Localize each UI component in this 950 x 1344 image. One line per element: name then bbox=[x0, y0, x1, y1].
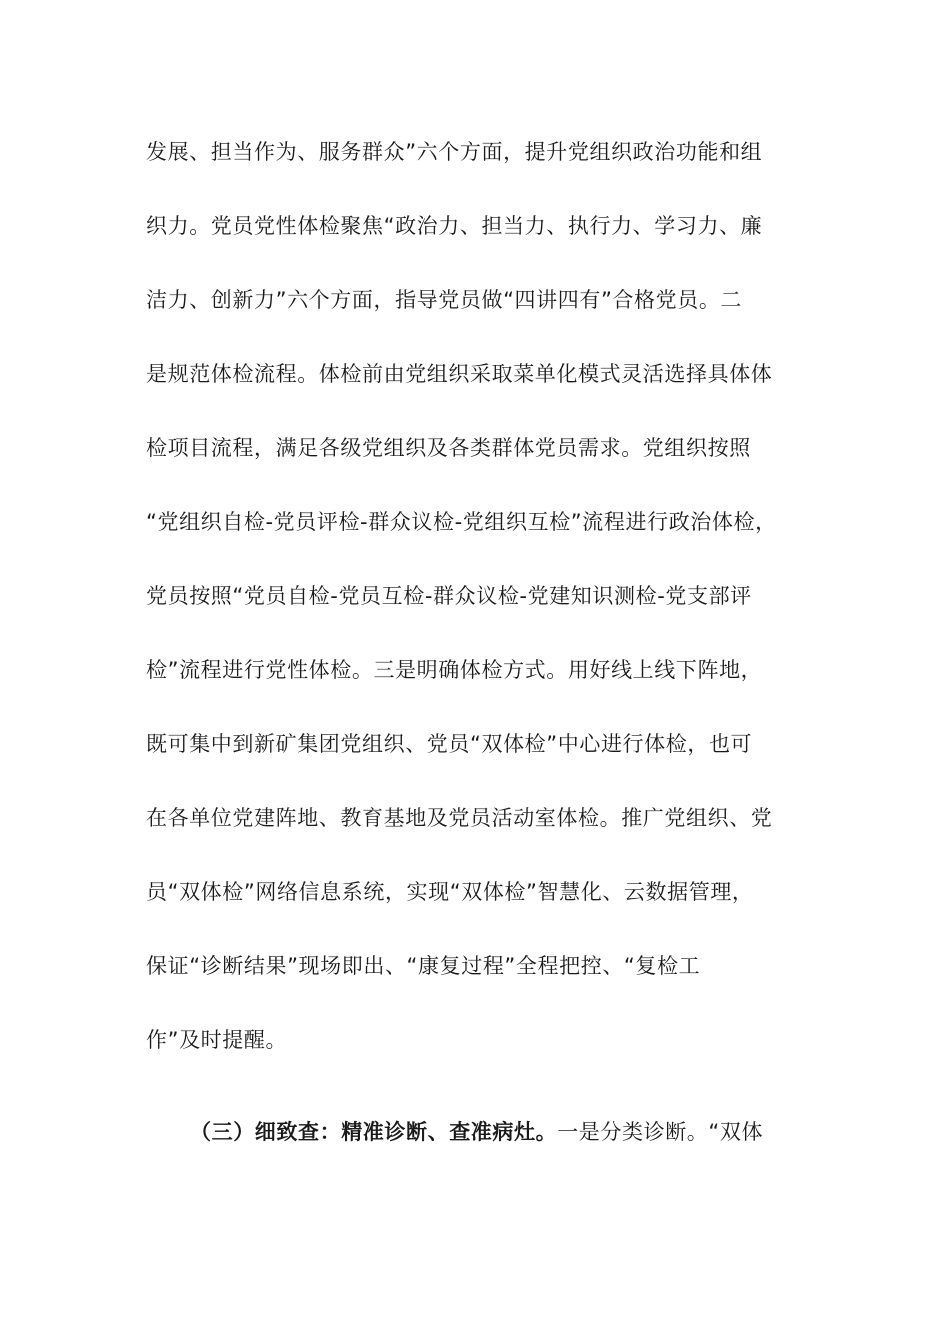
paragraph-line-10: 在各单位党建阵地、教育基地及党员活动室体检。推广党组织、党 bbox=[146, 806, 773, 830]
paragraph-line-13: 作”及时提醒。 bbox=[146, 1028, 288, 1052]
paragraph-line-1: 发展、担当作为、服务群众”六个方面，提升党组织政治功能和组 bbox=[146, 140, 763, 164]
paragraph-line-7: 党员按照“党员自检-党员互检-群众议检-党建知识测检-党支部评 bbox=[146, 584, 752, 608]
paragraph-line-5: 检项目流程，满足各级党组织及各类群体党员需求。党组织按照 bbox=[146, 436, 751, 460]
paragraph-line-4: 是规范体检流程。体检前由党组织采取菜单化模式灵活选择具体体 bbox=[146, 362, 773, 386]
section-heading: （三）细致查：精准诊断、查准病灶。 bbox=[190, 1120, 558, 1144]
paragraph-line-2: 织力。党员党性体检聚焦“政治力、担当力、执行力、学习力、廉 bbox=[146, 214, 763, 238]
paragraph-line-3: 洁力、创新力”六个方面，指导党员做“四讲四有”合格党员。二 bbox=[146, 288, 743, 312]
paragraph-line-9: 既可集中到新矿集团党组织、党员“双体检”中心进行体检，也可 bbox=[146, 732, 753, 756]
section-heading-text: 一是分类诊断。“双体 bbox=[557, 1120, 764, 1144]
section-heading-line bbox=[190, 1117, 763, 1147]
paragraph-line-8: 检”流程进行党性体检。三是明确体检方式。用好线上线下阵地， bbox=[146, 658, 763, 682]
paragraph-line-6: “党组织自检-党员评检-群众议检-党组织互检”流程进行政治体检， bbox=[146, 510, 777, 534]
paragraph-line-12: 保证“诊断结果”现场即出、“康复过程”全程把控、“复检工 bbox=[146, 954, 701, 978]
paragraph-line-11: 员“双体检”网络信息系统，实现“双体检”智慧化、云数据管理， bbox=[146, 880, 754, 904]
